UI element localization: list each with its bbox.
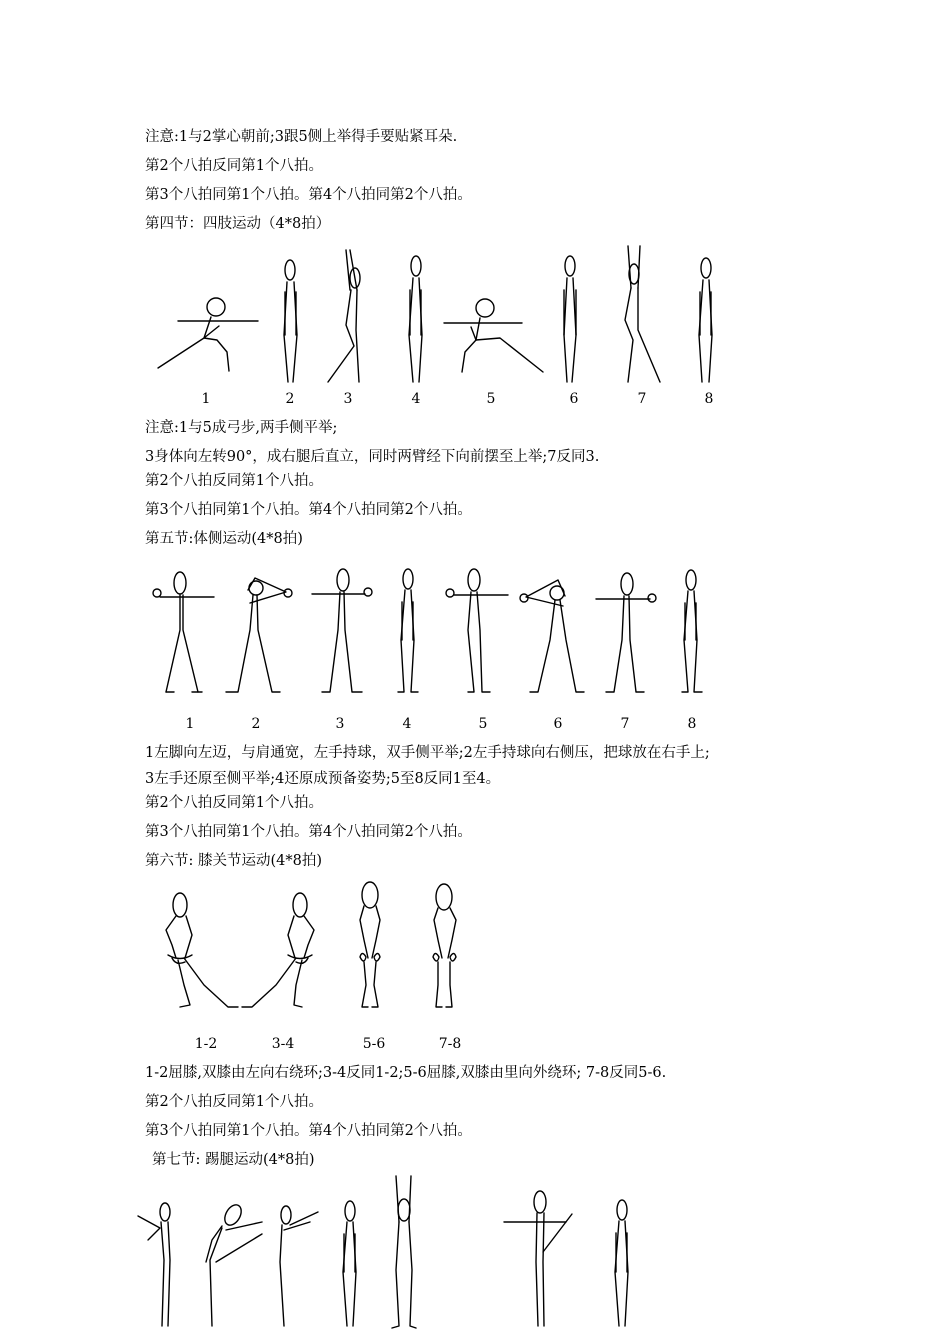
note-section4: 注意:1与5成弓步,两手侧平举; (145, 420, 338, 436)
section-heading-5: 第五节:体侧运动(4*8拍) (145, 531, 303, 547)
fig5-label: 3 (335, 716, 345, 732)
fig4-pose-2 (284, 260, 297, 382)
fig4-pose-3 (328, 250, 360, 382)
fig5-label: 6 (553, 716, 563, 732)
text-line: 第2个八拍反同第1个八拍。 (145, 158, 323, 174)
fig4-label: 7 (637, 391, 647, 407)
text-line: 第3个八拍同第1个八拍。第4个八拍同第2个八拍。 (145, 187, 472, 203)
fig4-label: 8 (704, 391, 714, 407)
fig5-pose-5 (446, 569, 508, 692)
fig5-pose-8 (682, 570, 702, 692)
fig5-label: 8 (687, 716, 697, 732)
section-heading-7: 第七节: 踢腿运动(4*8拍) (152, 1152, 315, 1168)
fig6-pose-5-6 (360, 882, 380, 1007)
fig5-pose-2 (226, 578, 292, 692)
fig4-label: 1 (201, 391, 211, 407)
fig4-label: 3 (343, 391, 353, 407)
fig5-label: 4 (402, 716, 412, 732)
text-line: 第3个八拍同第1个八拍。第4个八拍同第2个八拍。 (145, 824, 472, 840)
fig7-pose-6 (504, 1191, 572, 1326)
fig6-label: 5-6 (362, 1036, 386, 1052)
fig7-pose-4 (343, 1201, 356, 1326)
section-heading-6: 第六节: 膝关节运动(4*8拍) (145, 853, 323, 869)
fig4-label: 2 (285, 391, 295, 407)
fig4-pose-7 (625, 246, 660, 382)
fig4-label: 6 (569, 391, 579, 407)
fig5-label: 7 (620, 716, 630, 732)
fig4-pose-5 (444, 299, 543, 372)
fig5-label: 2 (251, 716, 261, 732)
fig6-label: 1-2 (194, 1036, 218, 1052)
section-heading-4: 第四节：四肢运动（4*8拍） (145, 216, 331, 232)
fig6-label: 3-4 (271, 1036, 295, 1052)
text-line: 第2个八拍反同第1个八拍。 (145, 795, 323, 811)
text-line: 1左脚向左迈，与肩通宽，左手持球，双手侧平举;2左手持球向右侧压，把球放在右手上; (145, 745, 710, 761)
fig7-pose-5 (392, 1176, 416, 1328)
fig5-pose-1 (153, 572, 214, 692)
text-line: 第3个八拍同第1个八拍。第4个八拍同第2个八拍。 (145, 1123, 472, 1139)
text-line: 3左手还原至侧平举;4还原成预备姿势;5至8反同1至4。 (145, 771, 501, 787)
fig6-pose-3-4 (242, 893, 314, 1007)
fig5-label: 1 (185, 716, 195, 732)
fig4-pose-8 (699, 258, 712, 382)
fig5-pose-4 (398, 569, 418, 692)
fig5-pose-3 (312, 569, 372, 692)
fig4-pose-6 (564, 256, 576, 382)
fig7-pose-2 (206, 1202, 262, 1326)
fig7-pose-3 (280, 1206, 318, 1326)
text-line: 第2个八拍反同第1个八拍。 (145, 1094, 323, 1110)
note-section3: 注意:1与2掌心朝前;3跟5侧上举得手要贴紧耳朵. (145, 129, 458, 145)
fig7-pose-7 (615, 1200, 628, 1326)
text-line: 1-2屈膝,双膝由左向右绕环;3-4反同1-2;5-6屈膝,双膝由里向外绕环; 7-8反同5-6. (145, 1065, 667, 1081)
fig7-pose-1 (138, 1203, 170, 1326)
fig5-pose-6 (520, 580, 584, 692)
fig5-pose-7 (596, 573, 656, 692)
text-line: 3身体向左转90°，成右腿后直立，同时两臂经下向前摆至上举;7反同3. (145, 449, 600, 465)
fig6-label: 7-8 (438, 1036, 462, 1052)
fig4-pose-4 (409, 256, 422, 382)
fig6-pose-1-2 (166, 893, 238, 1007)
fig4-pose-1 (158, 298, 258, 371)
fig4-label: 5 (486, 391, 496, 407)
fig6-pose-7-8 (433, 884, 456, 1007)
fig4-label: 4 (411, 391, 421, 407)
text-line: 第2个八拍反同第1个八拍。 (145, 473, 323, 489)
text-line: 第3个八拍同第1个八拍。第4个八拍同第2个八拍。 (145, 502, 472, 518)
fig5-label: 5 (478, 716, 488, 732)
